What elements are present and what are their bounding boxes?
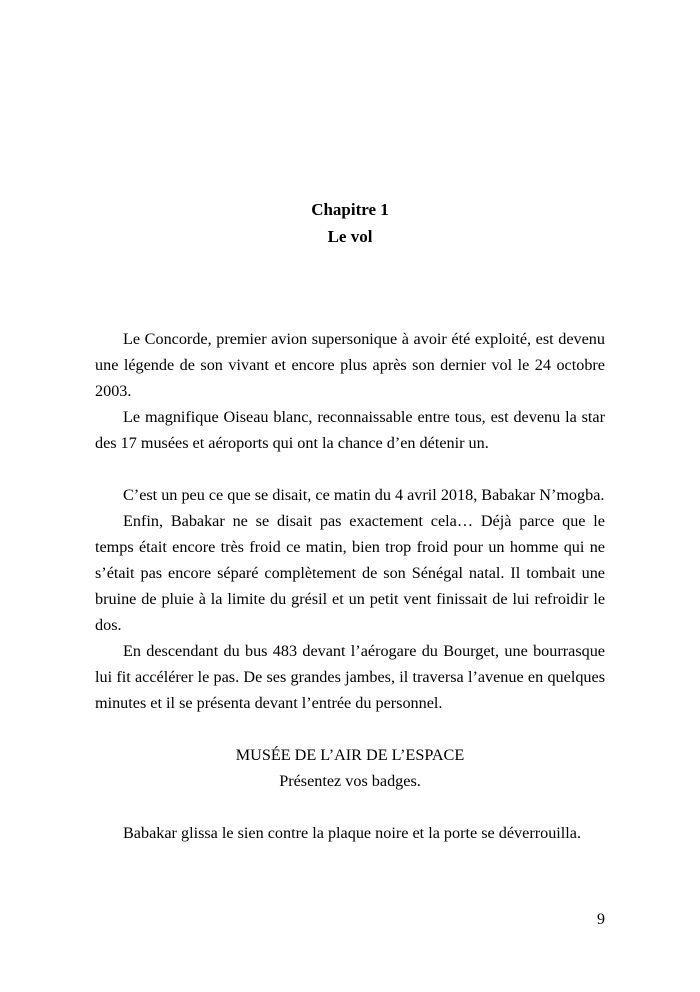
chapter-heading: [95, 196, 605, 250]
sign-text: [95, 742, 605, 794]
paragraph: C’est un peu ce que se disait, ce matin du 4 avril 2018, Babakar N’mogba.: [123, 486, 605, 504]
sign-line-museum: MUSÉE DE L’AIR DE L’ESPACE: [235, 746, 465, 764]
body-text: [95, 326, 605, 846]
chapter-subtitle: Le vol: [327, 227, 373, 246]
paragraph: Le magnifique Oiseau blanc, reconnaissable entre tous, est devenu la star des 17 musées et aéroports qui ont la chance d’en détenir un.: [95, 408, 605, 452]
page-number: 9: [597, 911, 605, 928]
paragraph: Enfin, Babakar ne se disait pas exactement cela… Déjà parce que le temps était encore très froid ce matin, bien trop froid pour un homme qui ne s’était pas encore séparé complètement de son Sénégal natal. Il tombait une bruine de pluie à la limite du grésil et un petit vent finissait de lui refroidir le dos.: [95, 512, 605, 634]
chapter-title: Chapitre 1: [311, 200, 389, 219]
paragraph: Le Concorde, premier avion supersonique à avoir été exploité, est devenu une légende de son vivant et encore plus après son dernier vol le 24 octobre 2003.: [95, 330, 605, 400]
paragraph: Babakar glissa le sien contre la plaque noire et la porte se déverrouilla.: [123, 824, 582, 842]
paragraph: En descendant du bus 483 devant l’aérogare du Bourget, une bourrasque lui fit accélérer le pas. De ses grandes jambes, il traversa l’avenue en quelques minutes et il se présenta devant l’entrée du personnel.: [95, 642, 605, 712]
sign-line-badges: Présentez vos badges.: [279, 772, 421, 790]
